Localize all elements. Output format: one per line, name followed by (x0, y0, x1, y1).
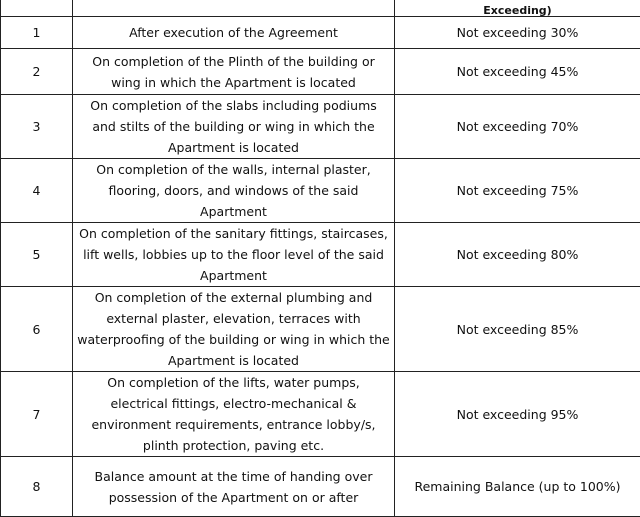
milestone-cell[interactable]: On completion of the lifts, water pumps, electrical fittings, electro-mechanical & environment requirements, entrance lobby/s, plinth protection, paving etc. (73, 372, 395, 457)
table-row (1, 95, 640, 159)
percentage-cell[interactable]: Not exceeding 75% (395, 159, 640, 223)
row-number-cell[interactable]: 1 (1, 17, 73, 49)
row-number-cell[interactable]: 2 (1, 49, 73, 95)
milestone-cell[interactable]: On completion of the sanitary fittings, staircases, lift wells, lobbies up to the floor level of the said Apartment (73, 223, 395, 287)
header-cell-no[interactable] (1, 0, 73, 17)
row-number-cell[interactable]: 5 (1, 223, 73, 287)
table-row (1, 17, 640, 49)
row-number-cell[interactable]: 6 (1, 287, 73, 372)
table-row (1, 287, 640, 372)
percentage-cell[interactable]: Not exceeding 30% (395, 17, 640, 49)
header-row (1, 0, 640, 17)
percentage-cell[interactable]: Not exceeding 85% (395, 287, 640, 372)
percentage-cell[interactable]: Not exceeding 70% (395, 95, 640, 159)
header-cell-desc[interactable] (73, 0, 395, 17)
table-row (1, 49, 640, 95)
percentage-cell[interactable]: Remaining Balance (up to 100%) (395, 457, 640, 517)
milestone-cell[interactable]: On completion of the slabs including podiums and stilts of the building or wing in which the Apartment is located (73, 95, 395, 159)
milestone-cell[interactable]: On completion of the external plumbing and external plaster, elevation, terraces with waterproofing of the building or wing in which the Apartment is located (73, 287, 395, 372)
row-number-cell[interactable]: 4 (1, 159, 73, 223)
milestone-cell[interactable]: After execution of the Agreement (73, 17, 395, 49)
header-cell-pct[interactable]: Exceeding) (395, 0, 640, 17)
table-row (1, 372, 640, 457)
milestone-cell[interactable]: On completion of the walls, internal plaster, flooring, doors, and windows of the said Apartment (73, 159, 395, 223)
row-number-cell[interactable]: 8 (1, 457, 73, 517)
percentage-cell[interactable]: Not exceeding 45% (395, 49, 640, 95)
percentage-cell[interactable]: Not exceeding 80% (395, 223, 640, 287)
row-number-cell[interactable]: 7 (1, 372, 73, 457)
row-number-cell[interactable]: 3 (1, 95, 73, 159)
table-row (1, 223, 640, 287)
milestone-cell[interactable]: On completion of the Plinth of the building or wing in which the Apartment is located (73, 49, 395, 95)
table-row (1, 457, 640, 517)
table-row (1, 159, 640, 223)
percentage-cell[interactable]: Not exceeding 95% (395, 372, 640, 457)
milestone-cell[interactable]: Balance amount at the time of handing over possession of the Apartment on or after (73, 457, 395, 517)
